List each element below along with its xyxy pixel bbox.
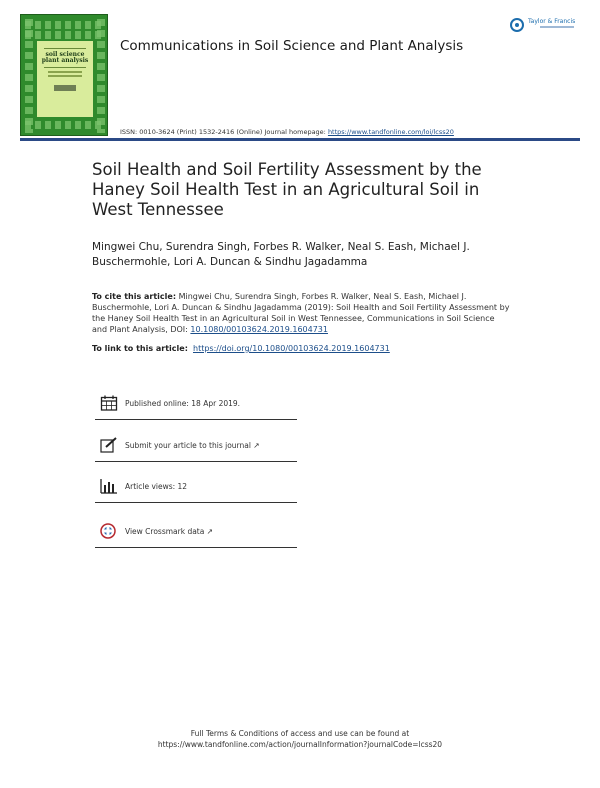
- header-divider: [20, 138, 580, 141]
- taylor-francis-logo-icon: [510, 18, 524, 32]
- external-link-icon: ↗: [206, 527, 214, 536]
- article-authors: Mingwei Chu, Surendra Singh, Forbes R. Walker, Neal S. Eash, Michael J. Buschermohle, Lori A. Duncan & Sindhu Jagadamma: [92, 241, 470, 268]
- article-doi-url-link[interactable]: https://doi.org/10.1080/00103624.2019.1604731: [193, 344, 390, 353]
- cover-title-panel: [37, 41, 93, 117]
- footer: [0, 728, 600, 750]
- external-link-icon: ↗: [253, 441, 260, 450]
- journal-title[interactable]: Communications in Soil Science and Plant Analysis: [120, 38, 464, 54]
- cite-label: To cite this article:: [92, 292, 177, 301]
- publisher-name: Taylor & Francis: [528, 18, 576, 25]
- article-views: Article views: 12: [125, 482, 188, 491]
- doi-link[interactable]: 10.1080/00103624.2019.1604731: [190, 325, 328, 334]
- publisher-logo[interactable]: [510, 16, 582, 38]
- citation-block: [92, 291, 512, 335]
- published-date: Published online: 18 Apr 2019.: [125, 399, 241, 408]
- article-link-line: [92, 344, 512, 353]
- terms-link[interactable]: https://www.tandfonline.com/action/journalInformation?journalCode=lcss20: [157, 740, 443, 749]
- crossmark-link[interactable]: View Crossmark data ↗: [125, 527, 214, 536]
- calendar-icon: [100, 395, 118, 411]
- edit-icon: [100, 437, 118, 453]
- issn-line: [120, 128, 454, 136]
- submit-article-row[interactable]: [95, 426, 297, 462]
- journal-homepage-link[interactable]: https://www.tandfonline.com/loi/lcss20: [327, 128, 454, 136]
- bar-chart-icon: [100, 478, 118, 494]
- article-views-row: [95, 467, 297, 503]
- crossmark-row[interactable]: [95, 512, 297, 548]
- terms-text: Full Terms & Conditions of access and use can be found at: [190, 729, 410, 738]
- article-title: Soil Health and Soil Fertility Assessment by the Haney Soil Health Test in an Agricultural Soil in West Tennessee: [92, 160, 482, 219]
- published-row: [95, 384, 297, 420]
- crossmark-icon: [100, 523, 118, 539]
- cover-title: soil science plant analysis: [41, 51, 89, 64]
- issn-text: ISSN: 0010-3624 (Print) 1532-2416 (Online) Journal homepage:: [120, 128, 328, 136]
- journal-cover-image: [20, 14, 108, 136]
- submit-article-link[interactable]: Submit your article to this journal ↗: [125, 441, 260, 450]
- cite-text: Mingwei Chu, Surendra Singh, Forbes R. Walker, Neal S. Eash, Michael J. Buschermohle, Lori A. Duncan & Sindhu Jagadamma (2019): Soil Health and Soil Fertility Assessment by the Haney Soil Health Test in an Agricultural Soil in West Tennessee, Communications in Soil Science and Plant Analysis, DOI:: [92, 292, 510, 334]
- link-label: To link to this article:: [92, 344, 188, 353]
